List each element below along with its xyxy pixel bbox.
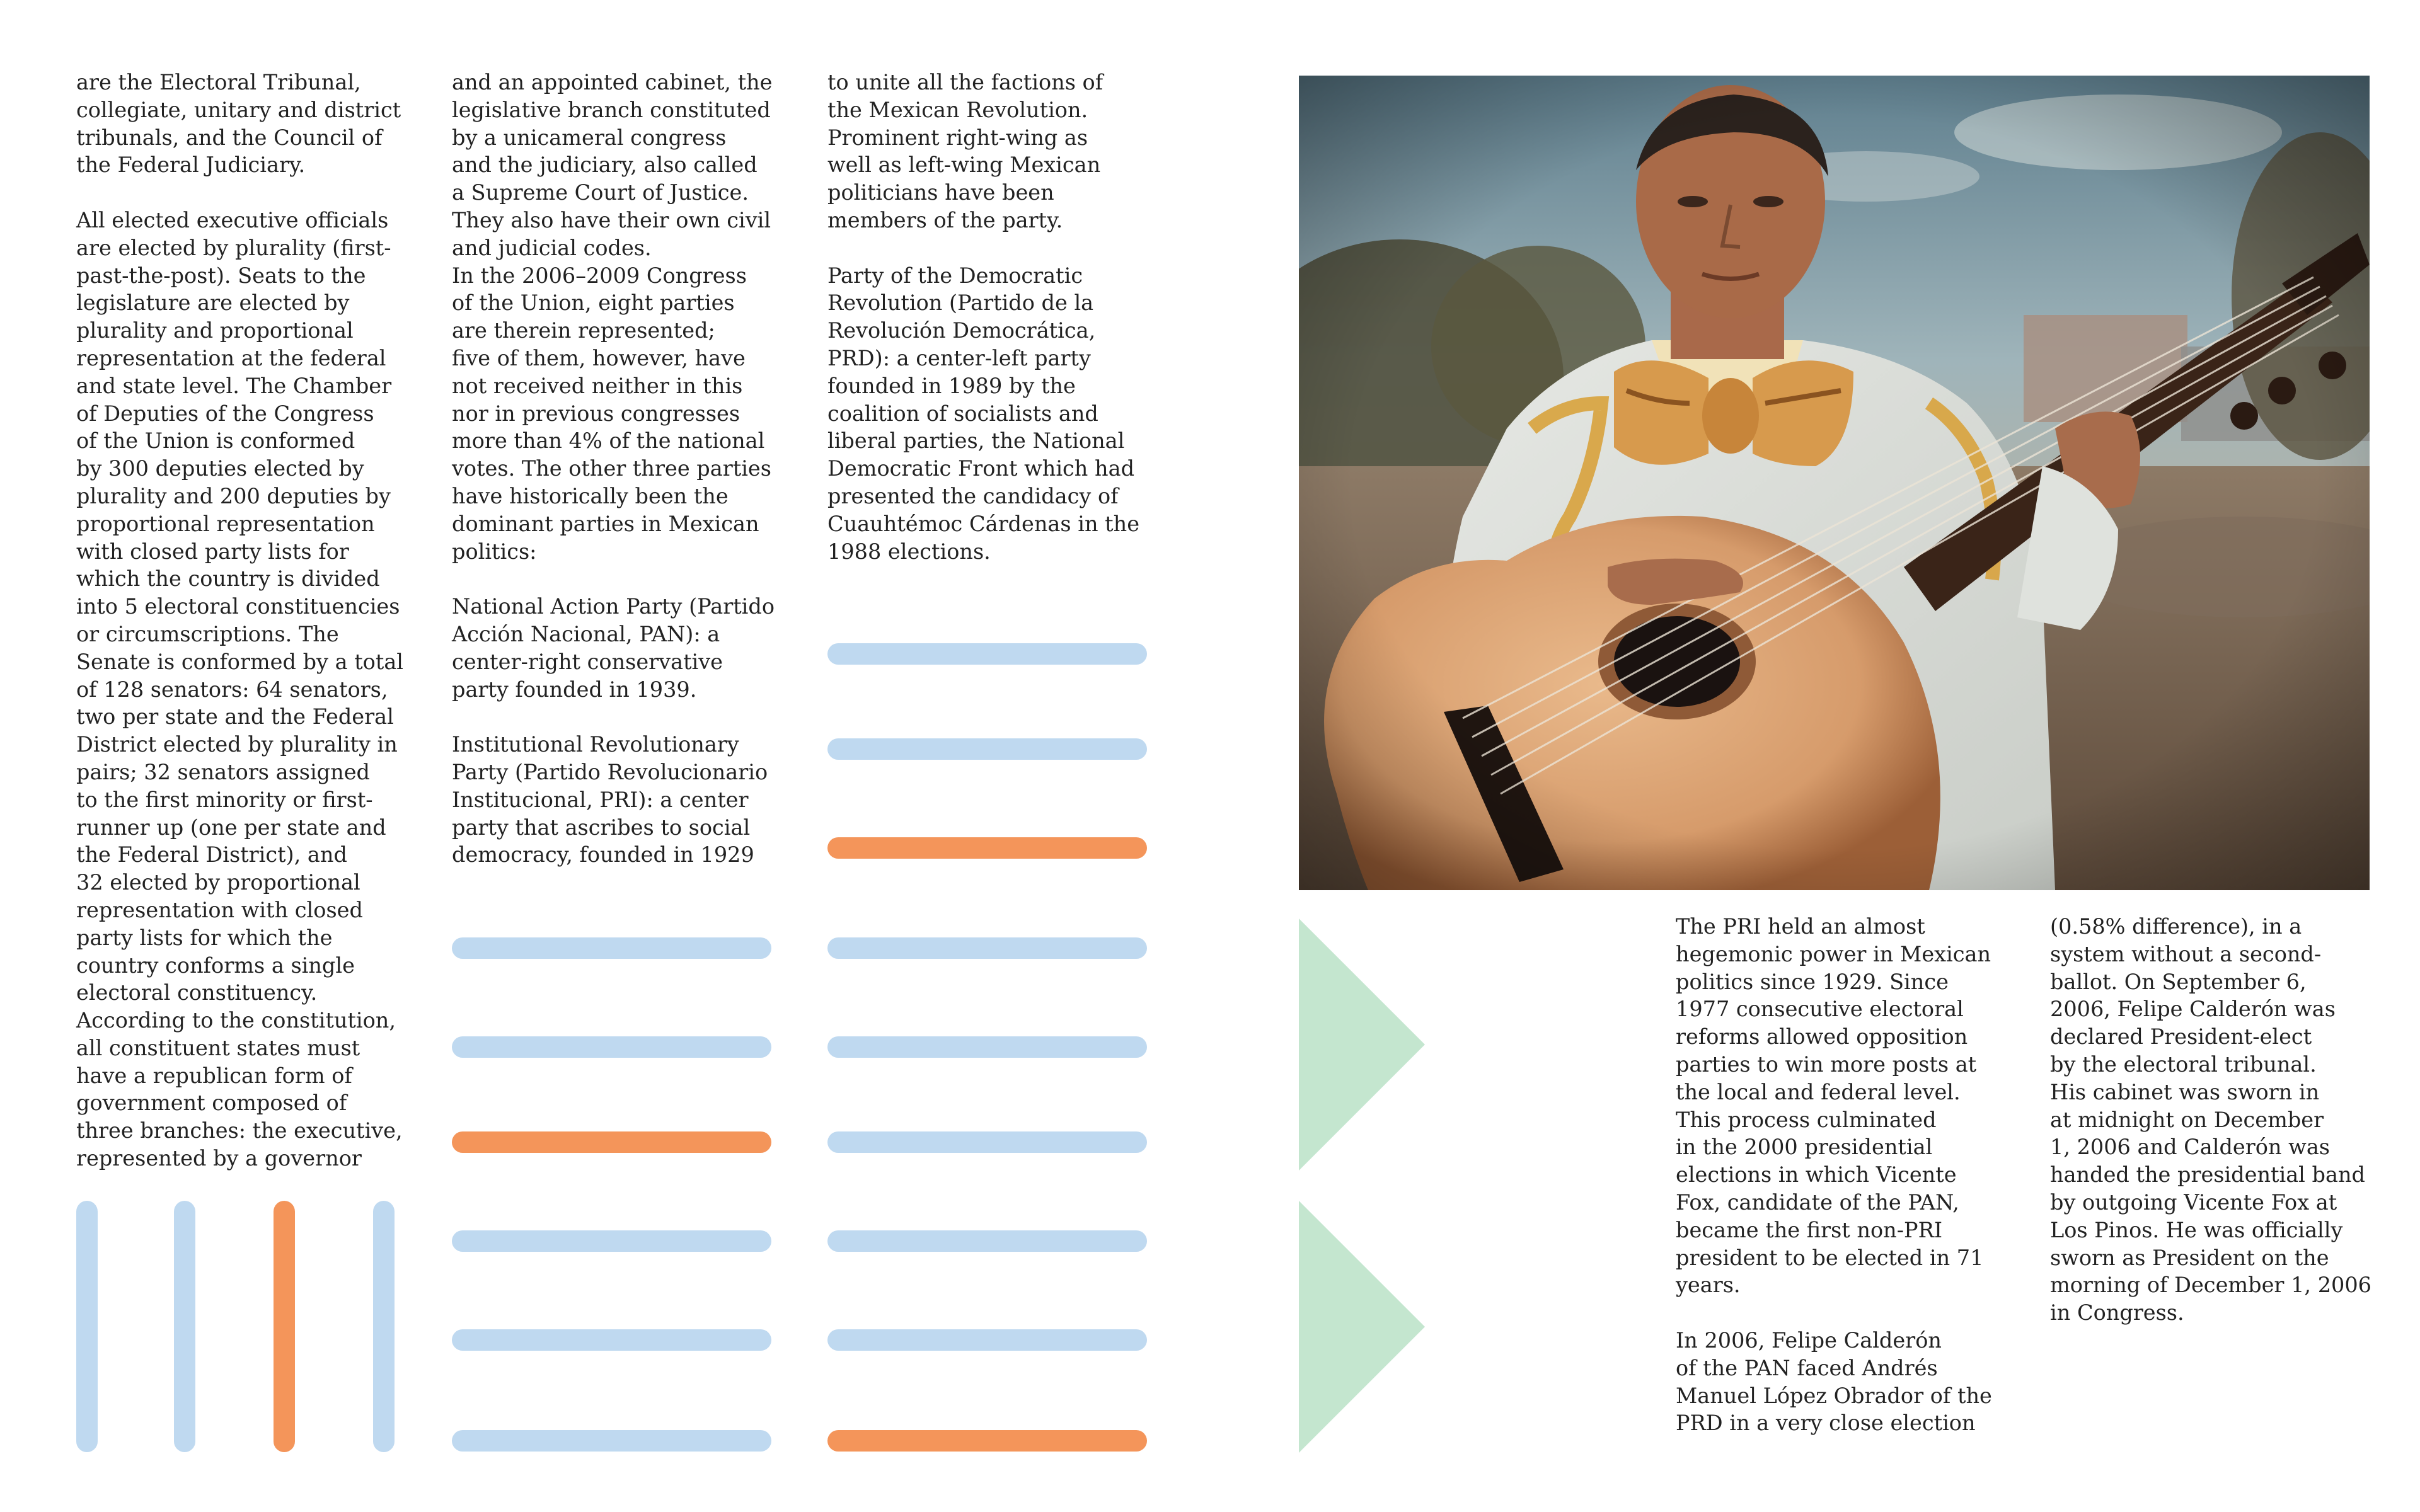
- text-column-1: are the Electoral Tribunal, collegiate, unitary and district tribunals, and the Council of the Federal Judiciary. All elected executive officials are elected by plurality (first- past-the-post). Seats to the legislature are elected by plurality and proportional representation at the federal and state level. The Chamber of Deputies of the Congress of the Union is conformed by 300 deputies elected by plurality and 200 deputies by proportional representation with closed party lists for which the country is divided into 5 electoral constituencies or circumscriptions. The Senate is conformed by a total of 128 senators: 64 senators, two per state and the Federal District elected by plurality in pairs; 32 senators assigned to the first minority or first- runner up (one per state and the Federal District), and 32 elected by proportional representation with closed party lists for which the country conforms a single electoral constituency. According to the constitution, all constituent states must have a republican form of government composed of three branches: the executive, represented by a governor: [76, 70, 404, 1171]
- decorative-horizontal-bar: [452, 1036, 771, 1058]
- text-column-2: and an appointed cabinet, the legislative branch constituted by a unicameral congress and the judiciary, also called a Supreme Court of Justice. They also have their own civil and judicial codes. In the 2006–2009 Congress of the Union, eight parties are therein represented; five of them, however, have not received neither in this nor in previous congresses more than 4% of the national votes. The other three parties have historically been the dominant parties in Mexican politics: National Action Party (Partido Acción Nacional, PAN): a center-right conservative party founded in 1939. Institutional Revolutionary Party (Partido Revolucionario Institucional, PRI): a center party that ascribes to social democracy, founded in 1929: [452, 70, 775, 868]
- mariachi-guitarist-photo: [1299, 76, 2370, 890]
- text-column-4: The PRI held an almost hegemonic power in Mexican politics since 1929. Since 1977 consecutive electoral reforms allowed opposition parties to win more posts at the local and federal level. This process culminated in the 2000 presidential elections in which Vicente Fox, candidate of the PAN, became the first non-PRI president to be elected in 71 years. In 2006, Felipe Calderón of the PAN faced Andrés Manuel López Obrador of the PRD in a very close election: [1676, 914, 1992, 1436]
- decorative-horizontal-bar: [827, 937, 1147, 959]
- decorative-vertical-bar: [373, 1201, 395, 1452]
- decorative-green-triangle: [1299, 1201, 1425, 1453]
- decorative-vertical-bar: [274, 1201, 295, 1452]
- text-column-3: to unite all the factions of the Mexican Revolution. Prominent right-wing as well as left-wing Mexican politicians have been members of the party. Party of the Democratic Revolution (Partido de la Revolución Democrática, PRD): a center-left party founded in 1989 by the coalition of socialists and liberal parties, the National Democratic Front which had presented the candidacy of Cuauhtémoc Cárdenas in the 1988 elections.: [827, 70, 1140, 564]
- decorative-horizontal-bar: [452, 1430, 771, 1452]
- decorative-horizontal-bar: [827, 738, 1147, 760]
- decorative-horizontal-bar: [827, 643, 1147, 665]
- decorative-horizontal-bar: [827, 837, 1147, 859]
- decorative-horizontal-bar: [452, 937, 771, 959]
- decorative-green-triangle: [1299, 919, 1425, 1171]
- photo-illustration: [1299, 76, 2370, 890]
- decorative-horizontal-bar: [827, 1329, 1147, 1351]
- decorative-horizontal-bar: [452, 1131, 771, 1153]
- text-column-5: (0.58% difference), in a system without a second- ballot. On September 6, 2006, Felipe Calderón was declared President-elect by the electoral tribunal. His cabinet was sworn in at midnight on December 1, 2006 and Calderón was handed the presidential band by outgoing Vicente Fox at Los Pinos. He was officially sworn as President on the morning of December 1, 2006 in Congress.: [2050, 914, 2371, 1326]
- decorative-horizontal-bar: [452, 1230, 771, 1252]
- decorative-horizontal-bar: [827, 1430, 1147, 1452]
- decorative-horizontal-bar: [827, 1036, 1147, 1058]
- decorative-horizontal-bar: [452, 1329, 771, 1351]
- decorative-horizontal-bar: [827, 1131, 1147, 1153]
- decorative-horizontal-bar: [827, 1230, 1147, 1252]
- decorative-vertical-bar: [76, 1201, 98, 1452]
- decorative-vertical-bar: [174, 1201, 195, 1452]
